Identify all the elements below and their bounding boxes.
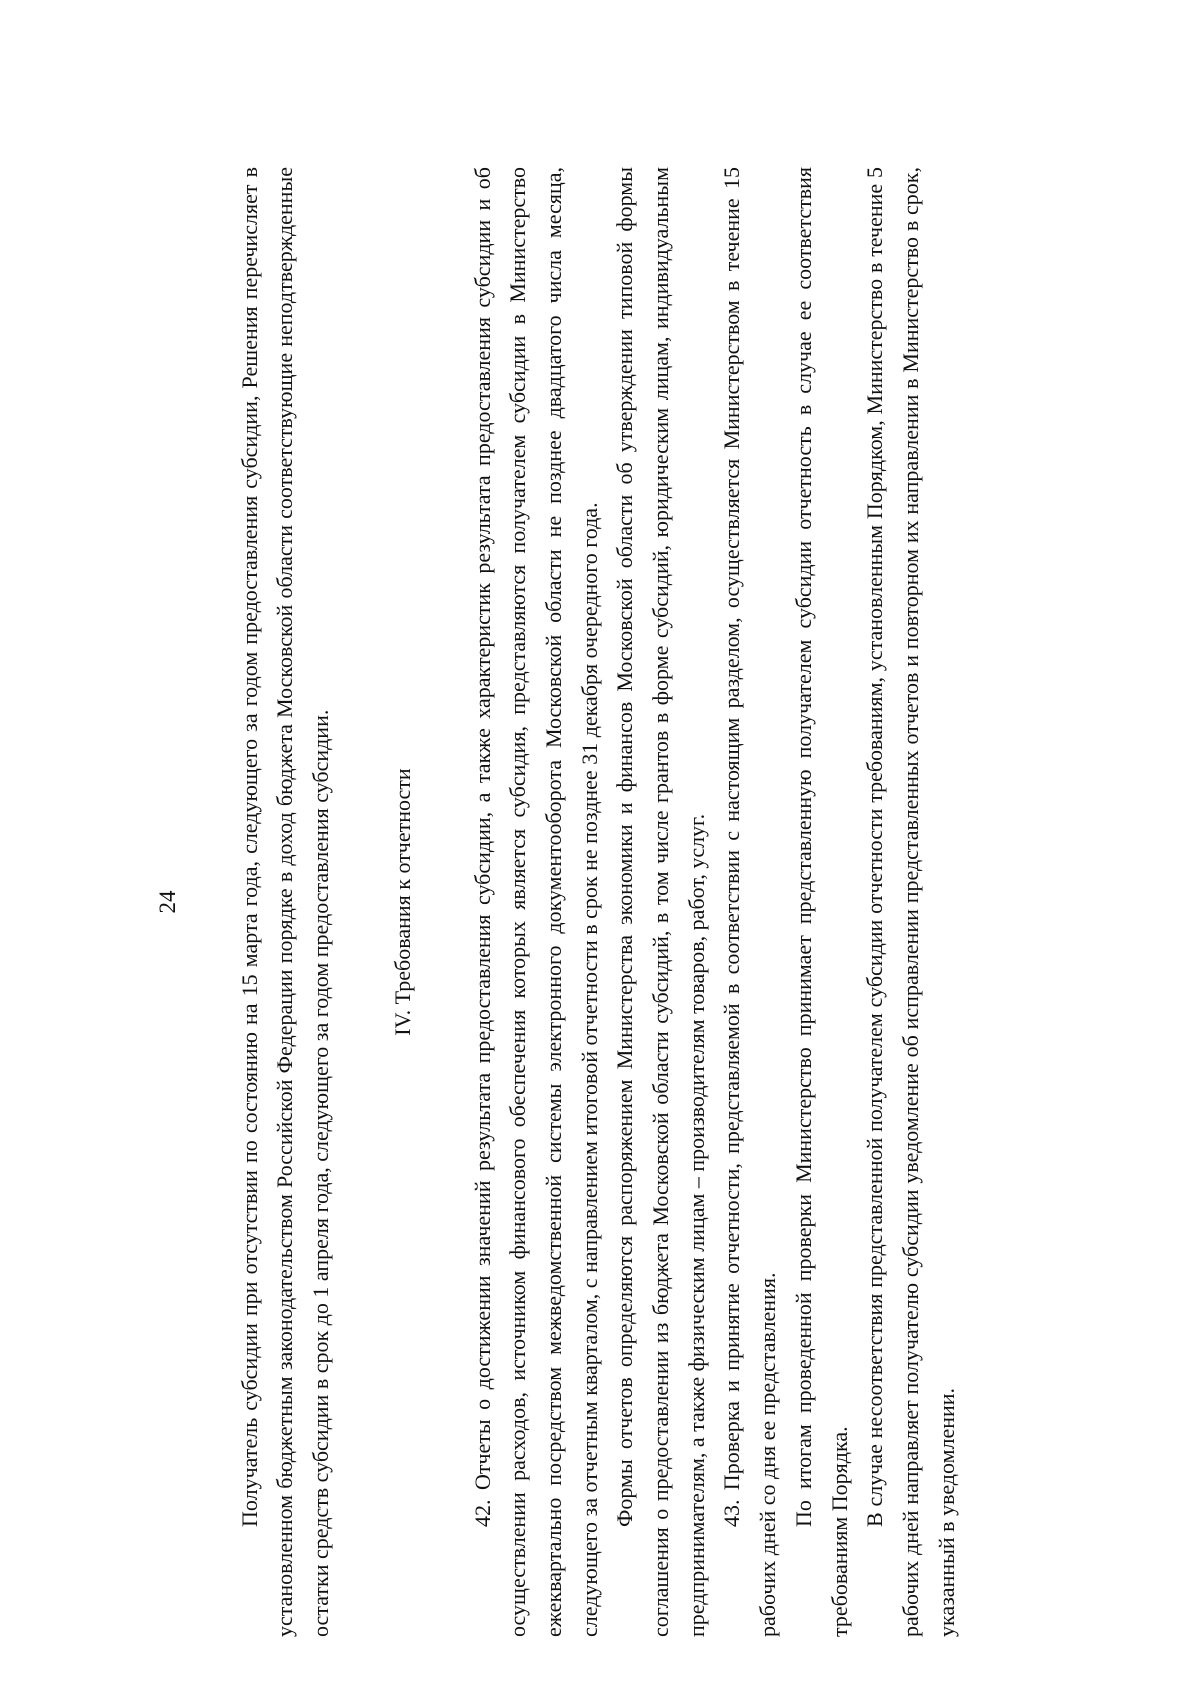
section-heading: IV. Требования к отчетности xyxy=(389,768,415,1036)
page-number: 24 xyxy=(155,890,180,914)
paragraph-42-reports: 42. Отчеты о достижении значений результата предоставления субсидии, а также характеристик результата предоставления субсидии и об осуществлении расходов, источником финансового обеспечения которых является субсидия, представляются получателем субсидии в Министерство ежеквартально посредством межведомственной системы электронного документооборота Московской области не позднее двадцатого числа месяца, следующего за отчетным кварталом, с направлением итоговой отчетности в срок не позднее 31 декабря очередного года. xyxy=(469,167,602,1637)
paragraph-43-verification: 43. Проверка и принятие отчетности, представляемой в соответствии с настоящим разделом, осуществляется Министерством в течение 15 рабочих дней со дня ее представления. xyxy=(719,167,781,1637)
paragraph-recipient-refund: Получатель субсидии при отсутствии по состоянию на 15 марта года, следующего за годом предоставления субсидии, Решения перечисляет в установленном бюджетным законодательством Российской Федерации порядке в доход бюджета Московской области соответствующие неподтвержденные остатки средств субсидии в срок до 1 апреля года, следующего за годом предоставления субсидии. xyxy=(236,167,334,1637)
page-text-area xyxy=(150,167,1050,1637)
paragraph-report-forms: Формы отчетов определяются распоряжением Министерства экономики и финансов Московской области об утверждении типовой формы соглашения о предоставлении из бюджета Московской области субсидий, в том числе грантов в форме субсидий, юридическим лицам, индивидуальным предпринимателям, а также физическим лицам – производителям товаров, работ, услуг. xyxy=(612,167,709,1637)
paragraph-nonconformity: В случае несоответствия представленной получателем субсидии отчетности требованиям, установленным Порядком, Министерство в течение 5 рабочих дней направляет получателю субсидии уведомление об исправлении представленных отчетов и повторном их направлении в Министерство в срок, указанный в уведомлении. xyxy=(862,167,959,1637)
paragraph-verification-results: По итогам проведенной проверки Министерство принимает представленную получателем субсидии отчетность в случае ее соответствия требованиям Порядка. xyxy=(790,167,852,1637)
